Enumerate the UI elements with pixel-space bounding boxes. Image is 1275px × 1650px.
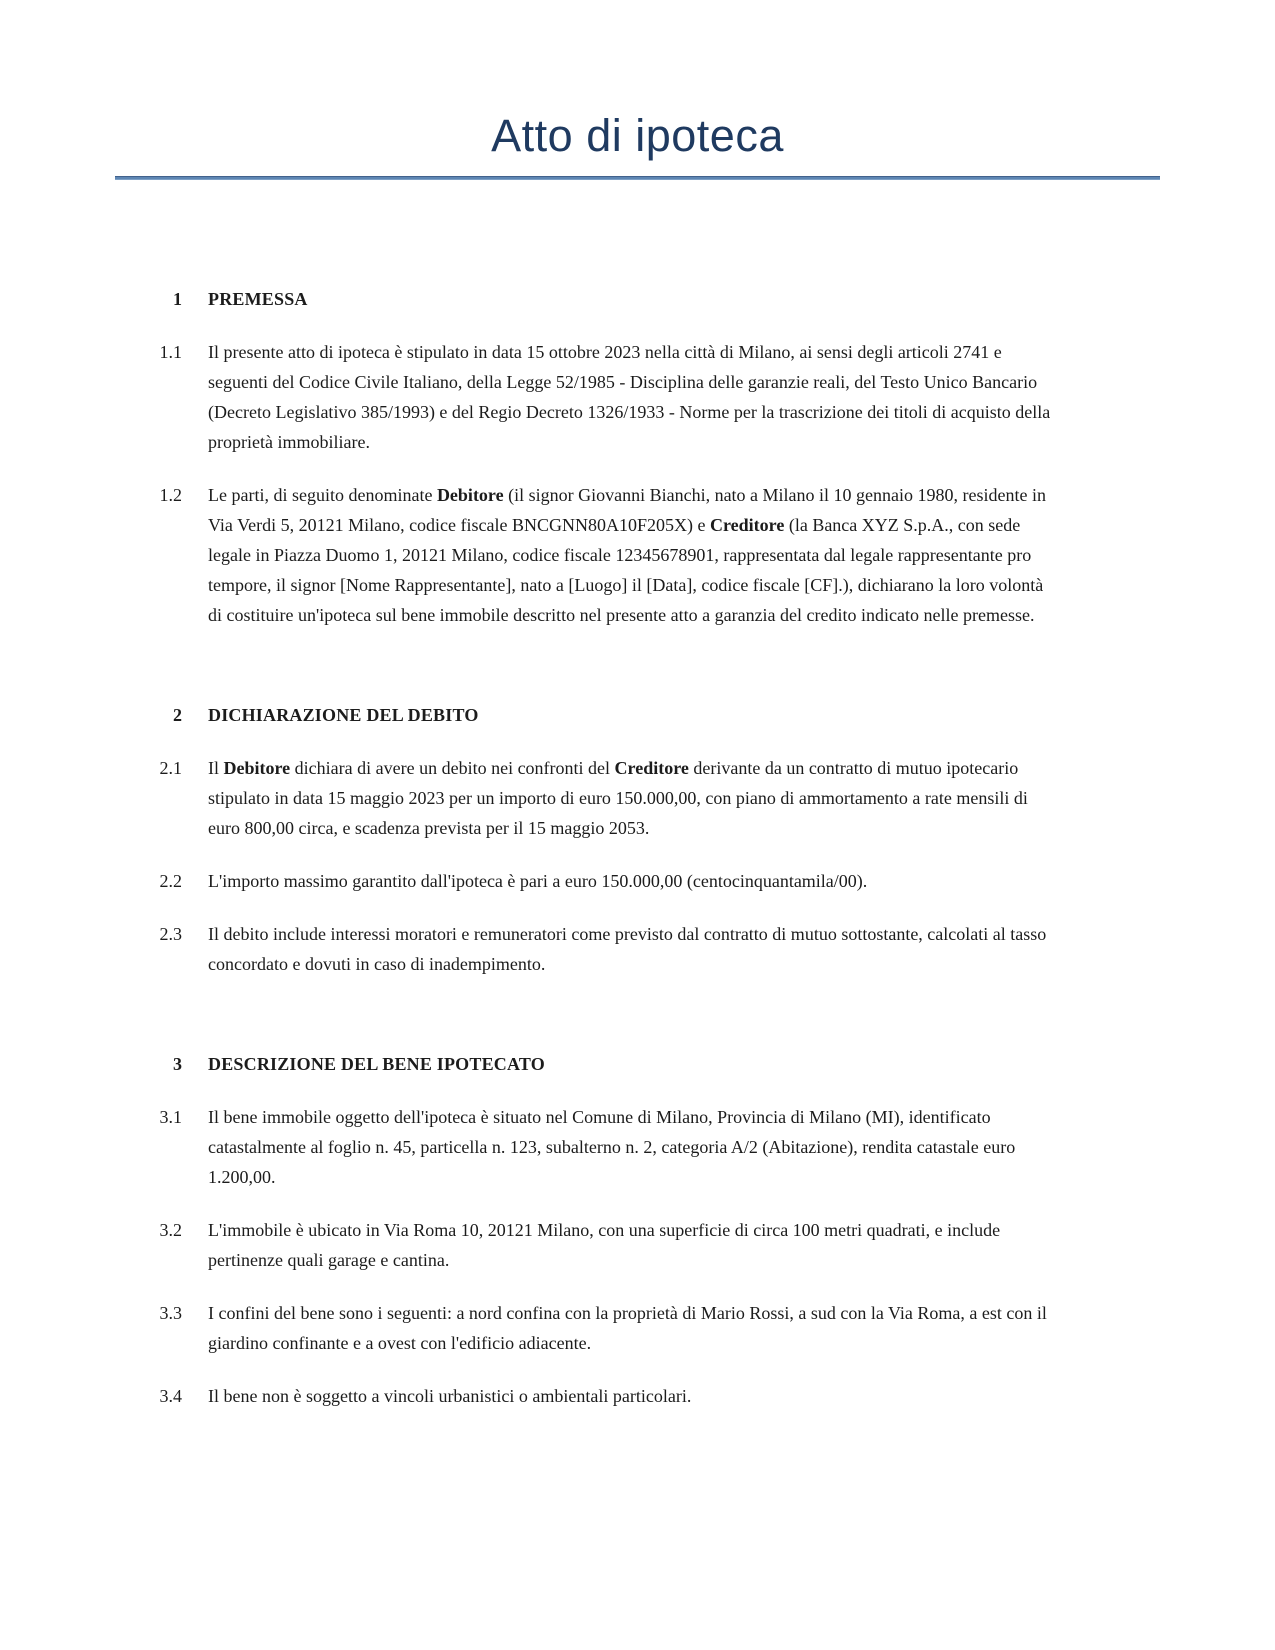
clause-text-run: (la Banca XYZ S.p.A., con sede legale in Piazza Duomo 1, 20121 Milano, codice fiscale 12345678901, rappresentata dal legale rappresentante pro tempore, il signor [Nome Rappresentante], nato a [Luogo] il [Data], codice fiscale [CF].), dichiarano la loro volontà di costituire un'ipoteca sul bene immobile descritto nel presente atto a garanzia del credito indicato nelle premesse. [208,515,1044,625]
document-section [115,284,1160,630]
document-section [115,700,1160,979]
clause-number: 3.1 [159,1107,182,1127]
clause-text-run: dichiara di avere un debito nei confronti del [290,758,615,778]
section-title: PREMESSA [208,289,308,309]
clause-item [115,337,1160,457]
section-number: 2 [173,705,182,725]
clause-text-run: (il signor Giovanni Bianchi, nato a Milano il 10 gennaio 1980, residente in Via Verdi 5, 20121 Milano, codice fiscale BNCGNN80A10F205X) e [208,485,1046,535]
clause-text-run: Le parti, di seguito denominate [208,485,437,505]
section-number: 3 [173,1054,182,1074]
clause-number: 3.4 [159,1386,182,1406]
clause-text-run: Il bene non è soggetto a vincoli urbanistici o ambientali particolari. [208,1386,692,1406]
section-number: 1 [173,289,182,309]
clause-text [208,753,1053,843]
clause-item [115,1298,1160,1358]
section-heading [115,1049,1160,1079]
clause-text-run-bold: Creditore [710,515,785,535]
clause-text [208,1215,1053,1275]
clause-text-run: Il [208,758,224,778]
clause-item [115,1381,1160,1411]
section-heading [115,700,1160,730]
clause-text-run: L'immobile è ubicato in Via Roma 10, 20121 Milano, con una superficie di circa 100 metri quadrati, e include pertinenze quali garage e cantina. [208,1220,1001,1270]
clause-text-run: Il debito include interessi moratori e remuneratori come previsto dal contratto di mutuo sottostante, calcolati al tasso concordato e dovuti in caso di inadempimento. [208,924,1047,974]
section-title: DESCRIZIONE DEL BENE IPOTECATO [208,1054,545,1074]
clause-item [115,1215,1160,1275]
clause-text [208,480,1053,630]
clause-text-run: derivante da un contratto di mutuo ipotecario stipulato in data 15 maggio 2023 per un importo di euro 150.000,00, con piano di ammortamento a rate mensili di euro 800,00 circa, e scadenza prevista per il 15 maggio 2053. [208,758,1028,838]
clause-text-run: Il presente atto di ipoteca è stipulato in data 15 ottobre 2023 nella città di Milano, ai sensi degli articoli 2741 e seguenti del Codice Civile Italiano, della Legge 52/1985 - Disciplina delle garanzie reali, del Testo Unico Bancario (Decreto Legislativo 385/1993) e del Regio Decreto 1326/1933 - Norme per la trascrizione dei titoli di acquisto della proprietà immobiliare. [208,342,1051,452]
clause-text-run-bold: Debitore [436,485,504,505]
clause-number: 3.2 [159,1220,182,1240]
clause-item [115,480,1160,630]
clause-text-run: Il bene immobile oggetto dell'ipoteca è situato nel Comune di Milano, Provincia di Milano (MI), identificato catastalmente al foglio n. 45, particella n. 123, subalterno n. 2, categoria A/2 (Abitazione), rendita catastale euro 1.200,00. [208,1107,1016,1187]
clause-text-run-bold: Creditore [614,758,689,778]
clause-number: 3.3 [159,1303,182,1323]
clause-text [208,1102,1053,1192]
clause-item [115,866,1160,896]
clause-number: 2.1 [159,758,182,778]
clause-item [115,1102,1160,1192]
clause-text-run: L'importo massimo garantito dall'ipoteca è pari a euro 150.000,00 (centocinquantamila/00). [208,871,868,891]
section-title: DICHIARAZIONE DEL DEBITO [208,705,479,725]
clause-text [208,1381,1053,1411]
document-section [115,1049,1160,1411]
clause-text-run: I confini del bene sono i seguenti: a nord confina con la proprietà di Mario Rossi, a sud con la Via Roma, a est con il giardino confinante e a ovest con l'edificio adiacente. [208,1303,1047,1353]
clause-number: 2.2 [159,871,182,891]
clause-text [208,866,1053,896]
clause-text [208,1298,1053,1358]
clause-text [208,919,1053,979]
clause-number: 1.1 [159,342,182,362]
clause-text [208,337,1053,457]
clause-item [115,753,1160,843]
document-body [115,180,1160,1411]
document-title: Atto di ipoteca [491,110,784,161]
clause-text-run-bold: Debitore [223,758,291,778]
clause-number: 2.3 [159,924,182,944]
clause-number: 1.2 [159,485,182,505]
clause-item [115,919,1160,979]
section-heading [115,284,1160,314]
